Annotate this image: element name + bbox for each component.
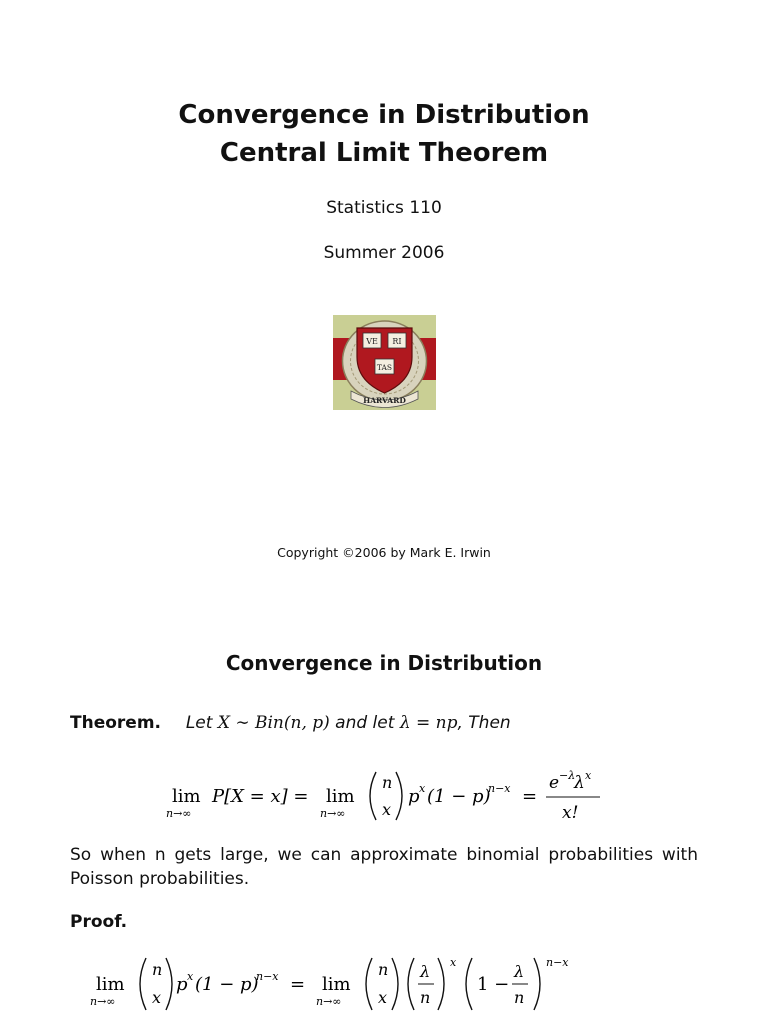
theorem-text-2: and let: [335, 713, 395, 733]
eq2-binom2-bottom: x: [378, 988, 388, 1007]
eq2-sup-x: x: [187, 970, 194, 983]
eq2-frac2-den: n: [514, 988, 525, 1007]
eq2-lim: lim: [96, 974, 125, 995]
eq2-p: p: [176, 974, 188, 995]
theorem-statement: [70, 711, 698, 735]
title-line-1: Convergence in Distribution: [178, 100, 590, 130]
eq1-binom-left-paren: [370, 772, 376, 820]
eq1-binom-top: n: [382, 773, 393, 792]
eq2-one-minus: 1 −: [477, 974, 510, 995]
theorem-text-1: Let: [185, 713, 213, 733]
eq2-binom-bottom: x: [152, 988, 162, 1007]
page-title: [0, 96, 768, 172]
eq2-binom-left-paren: [140, 958, 146, 1010]
equation-poisson-limit: [160, 762, 620, 828]
eq2-sup-nx: n−x: [256, 970, 279, 983]
term: Summer 2006: [323, 243, 445, 263]
eq1-sup-nx: n−x: [488, 782, 511, 795]
course-name: Statistics 110: [326, 198, 442, 218]
eq1-frac-lambda: λ: [574, 773, 585, 793]
eq1-frac-den: x!: [562, 803, 579, 823]
eq2-frac2-num: λ: [514, 962, 525, 981]
title-line-2: Central Limit Theorem: [219, 138, 549, 168]
eq2-binom2-left-paren: [366, 958, 372, 1010]
eq2-frac2-left-paren: [466, 958, 472, 1010]
theorem-text-3: , Then: [457, 713, 511, 733]
seal-banner-text: HARVARD: [363, 396, 406, 405]
eq1-equals: =: [522, 786, 538, 807]
eq1-lim-sub-2: n→∞: [320, 807, 346, 820]
eq1-frac-num: e: [549, 773, 560, 793]
eq2-frac1-right-paren: [438, 958, 444, 1010]
eq2-frac1-den: n: [420, 988, 431, 1007]
eq2-frac1-sup: x: [450, 956, 457, 969]
eq2-binom2-right-paren: [392, 958, 398, 1010]
eq2-frac2-right-paren: [534, 958, 540, 1010]
eq2-binom-top: n: [152, 960, 163, 979]
eq1-p: p: [408, 786, 420, 807]
eq2-frac1-num: λ: [420, 962, 431, 981]
eq2-paren: (1 − p): [195, 974, 259, 995]
eq1-frac-num-sup: −λ: [559, 769, 576, 782]
eq1-sup-x: x: [419, 782, 426, 795]
eq1-lim-2: lim: [326, 786, 355, 807]
eq1-lim: lim: [172, 786, 201, 807]
proof-label: Proof.: [70, 912, 128, 932]
paragraph-text: So when n gets large, we can approximate binomial probabilities with Poisson probabilities.: [70, 845, 698, 889]
eq2-binom-right-paren: [166, 958, 172, 1010]
section-heading: Convergence in Distribution: [225, 651, 543, 675]
equation-proof: [84, 952, 684, 1024]
seal-word-1: VE: [366, 337, 378, 346]
seal-word-2: RI: [392, 337, 402, 346]
eq2-lim-sub-2: n→∞: [316, 995, 342, 1008]
eq2-lim-sub: n→∞: [90, 995, 116, 1008]
eq1-lhs: P[X = x] =: [212, 786, 309, 807]
eq1-paren: (1 − p): [427, 786, 491, 807]
eq1-frac-lambda-sup: x: [585, 769, 592, 782]
theorem-math-1: X ∼ Bin(n, p): [217, 713, 330, 733]
eq1-binom-bottom: x: [382, 800, 392, 819]
theorem-math-2: λ = np: [399, 713, 458, 733]
copyright: Copyright ©2006 by Mark E. Irwin: [277, 545, 491, 560]
eq1-binom-right-paren: [396, 772, 402, 820]
eq2-lim-2: lim: [322, 974, 351, 995]
eq2-frac1-left-paren: [408, 958, 414, 1010]
paragraph: [70, 843, 698, 891]
harvard-seal-logo: [333, 315, 436, 410]
eq1-lim-sub: n→∞: [166, 807, 192, 820]
eq2-binom2-top: n: [378, 960, 389, 979]
theorem-label: Theorem.: [70, 713, 161, 733]
eq2-frac2-sup: n−x: [546, 956, 569, 969]
seal-word-3: TAS: [376, 363, 393, 372]
eq2-equals: =: [290, 974, 306, 995]
